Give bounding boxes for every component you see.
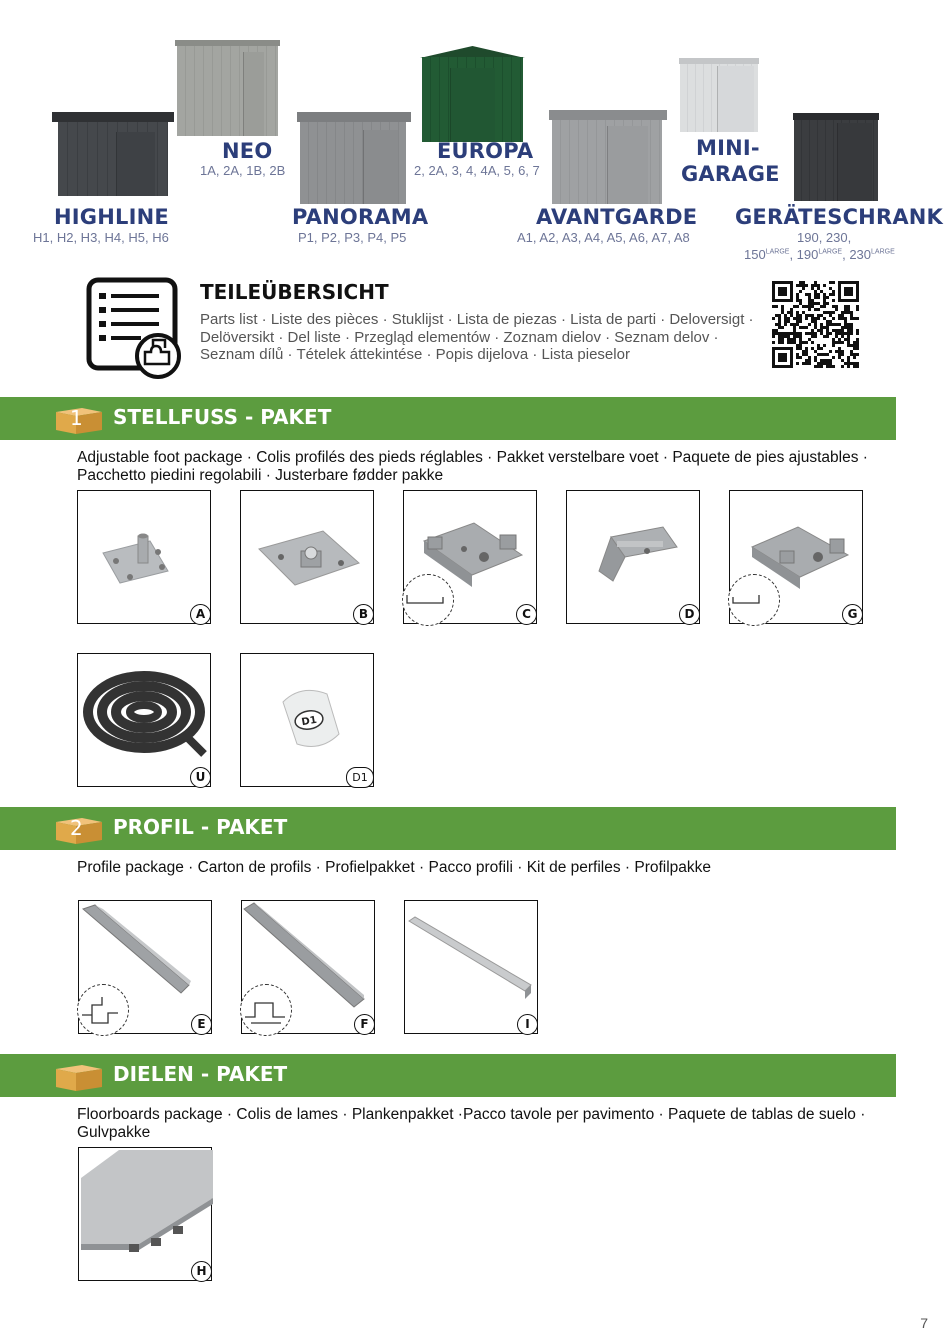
part-tile-e [78,900,212,1034]
part-label: A [190,604,211,625]
puzzle-icon [137,335,179,377]
part-tile-b [240,490,374,624]
model-variants-europa: 2, 2A, 3, 4, 4A, 5, 6, 7 [414,163,540,178]
bag-label: D1 [300,714,318,729]
part-tile-u [77,653,211,787]
model-name-highline: HIGHLINE [54,205,169,229]
shed-image-europa [420,46,525,142]
part-label: D [679,604,700,625]
shed-image-geraeteschrank [793,113,879,201]
model-variants-neo: 1A, 2A, 1B, 2B [200,163,286,178]
part-tile-h [78,1147,212,1281]
part-label: F [354,1014,375,1035]
section-description: Profile package · Carton de profils · Profielpakket · Pacco profili · Kit de perfiles · Profilpakke [77,859,712,876]
model-variants-highline: H1, H2, H3, H4, H5, H6 [33,230,169,245]
qr-code[interactable] [772,281,859,368]
model-variants-geraeteschrank-line2: $150^{LARGE}$, $190^{LARGE}$, $230^{LARGE}$ [744,247,895,262]
part-tile-a [77,490,211,624]
section-bar-stellfuss [0,397,896,440]
part-label: C [516,604,537,625]
shed-image-avantgarde [549,110,667,204]
checklist-icon [85,276,185,380]
section-bar-profil [0,807,896,850]
part-label: I [517,1014,538,1035]
model-name-mini-garage-line1: MINI- [696,136,760,160]
section-number: 2 [70,816,83,840]
model-name-mini-garage-line2: GARAGE [681,162,780,186]
section-bar-dielen [0,1054,896,1097]
overview-title: TEILEÜBERSICHT [200,280,389,304]
section-description: Adjustable foot package · Colis profilés des pieds réglables · Pakket verstelbare voet · Paquete de pies ajustables · Pacchetto piedini regolabili · Justerbare fødder pakke [77,449,868,484]
profile-detail-inset [728,574,780,626]
model-name-panorama: PANORAMA [292,205,429,229]
section-title: STELLFUSS - PAKET [113,405,332,429]
shed-image-mini-garage [679,58,759,132]
model-name-geraeteschrank: GERÄTESCHRANK [735,205,944,229]
model-variants-geraeteschrank-line1: 190, 230, [797,230,852,245]
profile-detail-inset [77,984,129,1036]
part-label: E [191,1014,212,1035]
shed-image-highline [52,112,174,196]
part-label: B [353,604,374,625]
shed-image-neo [175,40,280,136]
section-title: DIELEN - PAKET [113,1062,288,1086]
part-label: G [842,604,863,625]
shed-image-panorama [297,112,411,204]
part-label: H [191,1261,212,1282]
section-description: Floorboards package · Colis de lames · Plankenpakket ·Pacco tavole per pavimento · Paquete de tablas de suelo · Gulvpakke [77,1106,866,1141]
part-tile-d1 [240,653,374,787]
profile-detail-inset [240,984,292,1036]
model-name-europa: EUROPA [437,139,534,163]
package-box-icon [54,1060,104,1092]
part-tile-f [241,900,375,1034]
part-tile-i [404,900,538,1034]
model-name-avantgarde: AVANTGARDE [536,205,698,229]
profile-detail-inset [402,574,454,626]
overview-languages: Parts list · Liste des pièces · Stuklijst · Lista de piezas · Lista de parti · Deloversigt · Delöversikt · Del liste · Przegląd elementów · Zoznam dielov · Seznam delov · Seznam dílů · Tételek áttekintése · Popis dijelova · Lista pieselor [200,311,754,363]
model-variants-panorama: P1, P2, P3, P4, P5 [298,230,407,245]
section-title: PROFIL - PAKET [113,815,288,839]
part-label: U [190,767,211,788]
part-tile-g [729,490,863,624]
part-label: D1 [346,767,374,788]
section-number: 1 [70,406,83,430]
part-tile-c [403,490,537,624]
part-tile-d [566,490,700,624]
model-name-neo: NEO [222,139,273,163]
model-variants-avantgarde: A1, A2, A3, A4, A5, A6, A7, A8 [517,230,690,245]
page-number: 7 [920,1315,928,1331]
